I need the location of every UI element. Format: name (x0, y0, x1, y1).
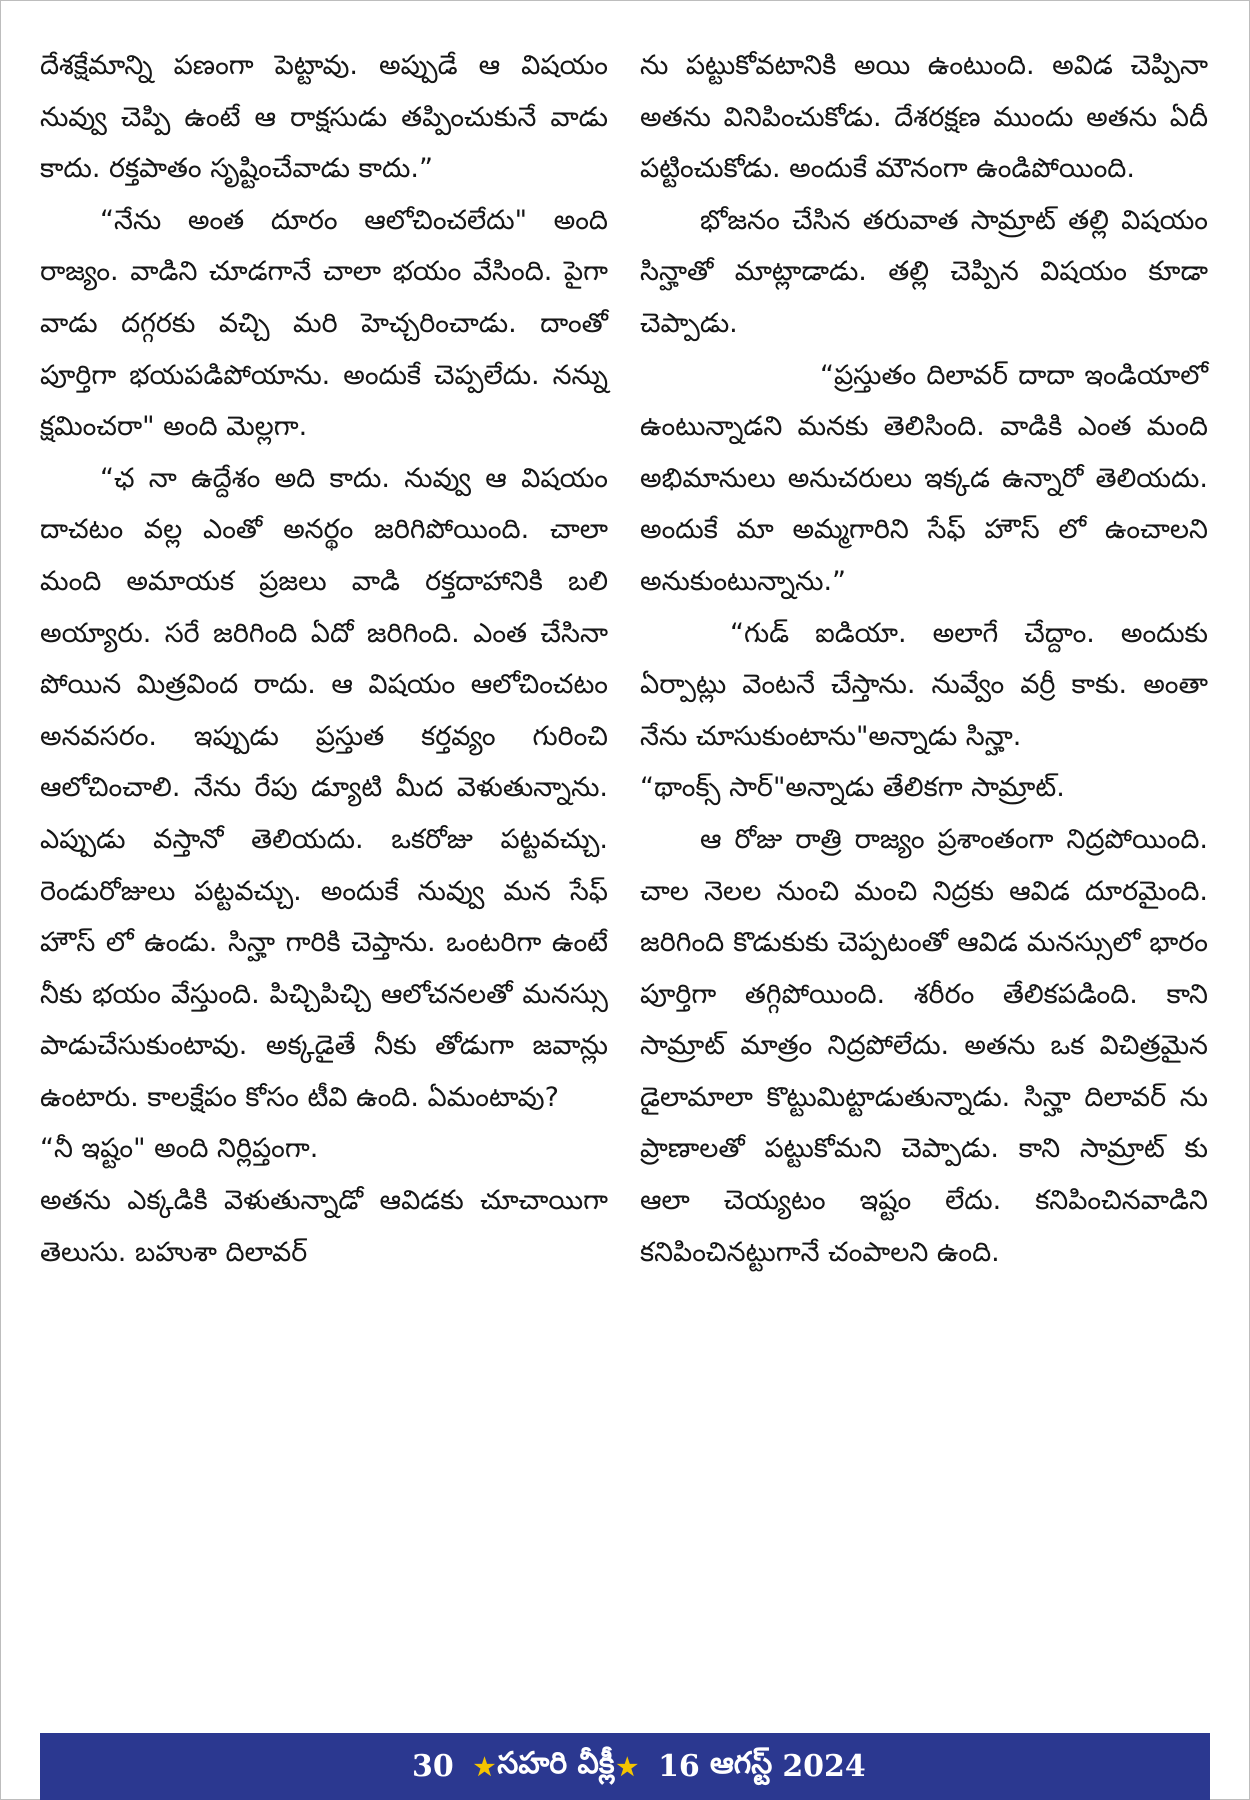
issue-date-year: 2024 (782, 1749, 866, 1784)
paragraph: “నీ ఇష్టం" అంది నిర్లిప్తంగా. (40, 1133, 319, 1165)
paragraph: ను పట్టుకోవటానికి అయి ఉంటుంది. అవిడ చెప్పినా అతను వినిపించుకోడు. దేశరక్షణ ముందు అతను ఏదీ పట్టించుకోడు. అందుకే మౌనంగా ఉండిపోయింది. (640, 50, 1208, 185)
issue-date-day: 16 (658, 1749, 700, 1784)
paragraph: ఆ రోజు రాత్రి రాజ్యం ప్రశాంతంగా నిద్రపోయింది. చాల నెలల నుంచి మంచి నిద్రకు ఆవిడ దూరమైంది. జరిగింది కొడుకుకు చెప్పటంతో ఆవిడ మనస్సులో భారం పూర్తిగా తగ్గిపోయింది. శరీరం తేలికపడింది. కాని సామ్రాట్ మాత్రం నిద్రపోలేదు. అతను ఒక విచిత్రమైన డైలామాలా కొట్టుమిట్టాడుతున్నాడు. సిన్హా దిలావర్ ను ప్రాణాలతో పట్టుకోమని చెప్పాడు. కాని సామ్రాట్ కు ఆలా చెయ్యటం ఇష్టం లేదు. కనిపించినవాడిని కనిపించినట్టుగానే చంపాలని ఉంది. (640, 823, 1208, 1268)
star-icon: ★ (616, 1752, 639, 1781)
paragraph: “గుడ్ ఐడియా. అలాగే చేద్దాం. అందుకు ఏర్పాట్లు వెంటనే చేస్తాను. నువ్వేం వర్రీ కాకు. అంతా నేను చూసుకుంటాను"అన్నాడు సిన్హా. (640, 617, 1208, 752)
article-left-column (40, 40, 608, 1278)
magazine-name: సహరి వీక్లీ (497, 1745, 615, 1781)
issue-date-month: ఆగస్ట్ (709, 1745, 773, 1781)
page-footer (40, 1733, 1210, 1800)
paragraph: “థాంక్స్ సార్"అన్నాడు తేలికగా సామ్రాట్. (640, 772, 1065, 804)
paragraph: “ప్రస్తుతం దిలావర్ దాదా ఇండియాలో ఉంటున్నాడని మనకు తెలిసింది. వాడికి ఎంత మంది అభిమానులు అనుచరులు ఇక్కడ ఉన్నారో తెలియదు. అందుకే మా అమ్మగారిని సేఫ్ హౌస్ లో ఉంచాలని అనుకుంటున్నాను.” (640, 359, 1208, 597)
star-icon: ★ (473, 1752, 496, 1781)
paragraph: “ఛ నా ఉద్దేశం అది కాదు. నువ్వు ఆ విషయం దాచటం వల్ల ఎంతో అనర్థం జరిగిపోయింది. చాలా మంది అమాయక ప్రజలు వాడి రక్తదాహానికి బలి అయ్యారు. సరే జరిగింది ఏదో జరిగింది. ఎంత చేసినా పోయిన మిత్రవింద రాదు. ఆ విషయం ఆలోచించటం అనవసరం. ఇప్పుడు ప్రస్తుత కర్తవ్యం గురించి ఆలోచించాలి. నేను రేపు డ్యూటి మీద వెళుతున్నాను. ఎప్పుడు వస్తానో తెలియదు. ఒకరోజు పట్టవచ్చు. రెండురోజులు పట్టవచ్చు. అందుకే నువ్వు మన సేఫ్ హౌస్ లో ఉండు. సిన్హా గారికి చెప్తాను. ఒంటరిగా ఉంటే నీకు భయం వేస్తుంది. పిచ్చిపిచ్చి ఆలోచనలతో మనస్సు పాడుచేసుకుంటావు. అక్కడైతే నీకు తోడుగా జవాన్లు ఉంటారు. కాలక్షేపం కోసం టీవి ఉంది. ఏమంటావు? (40, 462, 608, 1113)
paragraph: దేశక్షేమాన్ని పణంగా పెట్టావు. అప్పుడే ఆ విషయం నువ్వు చెప్పి ఉంటే ఆ రాక్షసుడు తప్పించుకునే వాడు కాదు. రక్తపాతం సృష్టించేవాడు కాదు.” (40, 50, 608, 185)
paragraph: “నేను అంత దూరం ఆలోచించలేదు" అంది రాజ్యం. వాడిని చూడగానే చాలా భయం వేసింది. పైగా వాడు దగ్గరకు వచ్చి మరి హెచ్చరించాడు. దాంతో పూర్తిగా భయపడిపోయాను. అందుకే చెప్పలేదు. నన్ను క్షమించరా" అంది మెల్లగా. (40, 204, 608, 443)
article-right-column (640, 40, 1208, 1278)
paragraph: అతను ఎక్కడికి వెళుతున్నాడో ఆవిడకు చూచాయిగా తెలుసు. బహుశా దిలావర్ (40, 1185, 608, 1268)
paragraph: భోజనం చేసిన తరువాత సామ్రాట్ తల్లి విషయం సిన్హాతో మాట్లాడాడు. తల్లి చెప్పిన విషయం కూడా చెప్పాడు. (640, 204, 1208, 339)
page-number: 30 (412, 1749, 454, 1784)
